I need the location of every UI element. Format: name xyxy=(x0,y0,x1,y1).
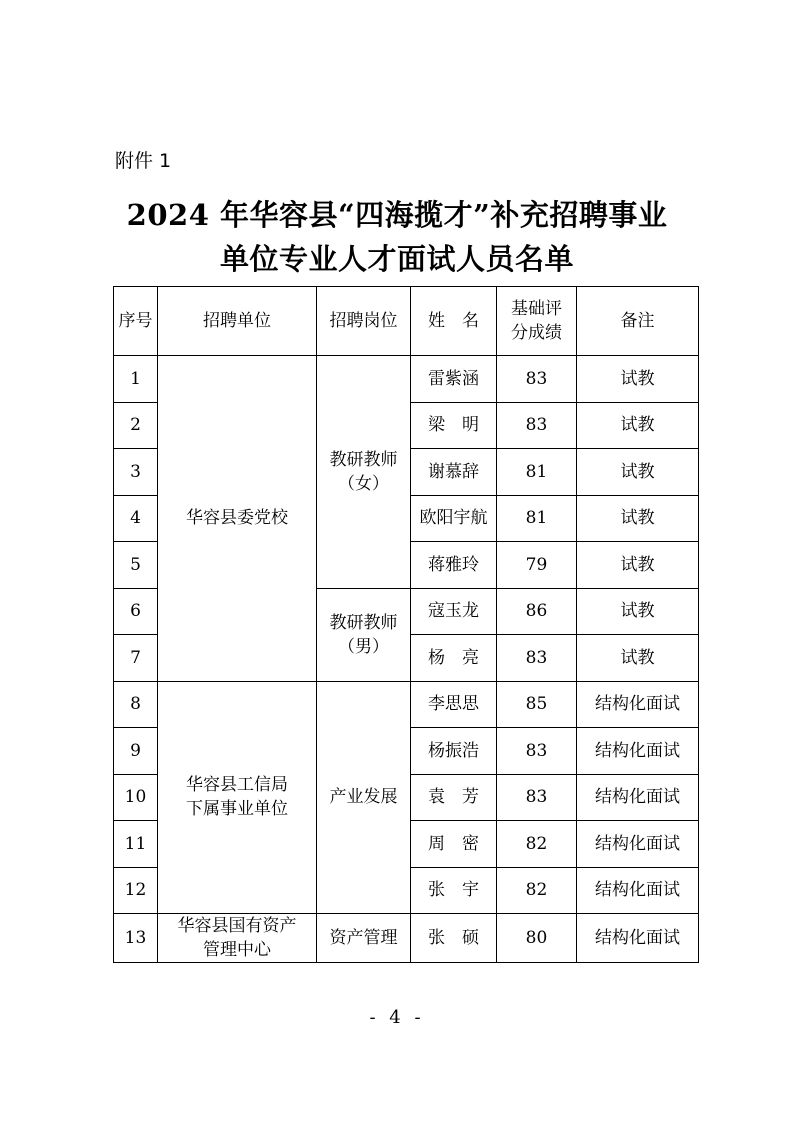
cell-no: 5 xyxy=(114,542,158,589)
document-title-line1: 2024 年华容县“四海揽才”补充招聘事业 xyxy=(126,198,668,232)
cell-remark: 试教 xyxy=(577,449,699,496)
cell-remark: 结构化面试 xyxy=(577,774,699,821)
cell-name: 周 密 xyxy=(411,821,497,868)
cell-name: 欧阳宇航 xyxy=(411,495,497,542)
cell-no: 3 xyxy=(114,449,158,496)
table-header-row xyxy=(114,287,699,356)
cell-score: 83 xyxy=(497,402,577,449)
cell-score: 79 xyxy=(497,542,577,589)
cell-position-teacher-male xyxy=(317,588,411,681)
header-remark: 备注 xyxy=(577,287,699,356)
cell-position-asset: 资产管理 xyxy=(317,914,411,963)
cell-no: 10 xyxy=(114,774,158,821)
header-position: 招聘岗位 xyxy=(317,287,411,356)
cell-no: 8 xyxy=(114,681,158,728)
position-line2: （男） xyxy=(338,636,389,657)
cell-remark: 试教 xyxy=(577,635,699,682)
cell-score: 83 xyxy=(497,635,577,682)
cell-no: 13 xyxy=(114,914,158,963)
table-row xyxy=(114,356,699,403)
header-no: 序号 xyxy=(114,287,158,356)
cell-no: 11 xyxy=(114,821,158,868)
cell-remark: 试教 xyxy=(577,356,699,403)
cell-position-teacher-female xyxy=(317,356,411,589)
cell-score: 83 xyxy=(497,774,577,821)
cell-score: 80 xyxy=(497,914,577,963)
cell-name: 袁 芳 xyxy=(411,774,497,821)
attachment-label: 附件 1 xyxy=(115,150,172,172)
cell-score: 81 xyxy=(497,495,577,542)
cell-unit-party-school: 华容县委党校 xyxy=(158,356,317,682)
header-score-line1: 基础评 xyxy=(511,299,562,319)
header-score-line2: 分成绩 xyxy=(511,323,562,343)
cell-remark: 结构化面试 xyxy=(577,867,699,914)
cell-name: 张 宇 xyxy=(411,867,497,914)
header-name: 姓 名 xyxy=(411,287,497,356)
cell-score: 82 xyxy=(497,867,577,914)
cell-no: 6 xyxy=(114,588,158,635)
cell-name: 杨振浩 xyxy=(411,728,497,775)
cell-name: 李思思 xyxy=(411,681,497,728)
cell-position-industry: 产业发展 xyxy=(317,681,411,914)
cell-name: 寇玉龙 xyxy=(411,588,497,635)
cell-name: 雷紫涵 xyxy=(411,356,497,403)
header-unit: 招聘单位 xyxy=(158,287,317,356)
position-line1: 教研教师 xyxy=(329,612,398,633)
cell-name: 张 硕 xyxy=(411,914,497,963)
cell-remark: 试教 xyxy=(577,402,699,449)
page-number: - 4 - xyxy=(369,1007,425,1028)
cell-no: 12 xyxy=(114,867,158,914)
cell-no: 1 xyxy=(114,356,158,403)
cell-score: 83 xyxy=(497,728,577,775)
cell-remark: 试教 xyxy=(577,495,699,542)
cell-unit-asset xyxy=(158,914,317,963)
cell-remark: 试教 xyxy=(577,542,699,589)
cell-name: 杨 亮 xyxy=(411,635,497,682)
cell-remark: 结构化面试 xyxy=(577,728,699,775)
cell-remark: 试教 xyxy=(577,588,699,635)
unit-line2: 下属事业单位 xyxy=(186,799,288,820)
cell-score: 83 xyxy=(497,356,577,403)
cell-remark: 结构化面试 xyxy=(577,681,699,728)
cell-score: 81 xyxy=(497,449,577,496)
unit-line1: 华容县工信局 xyxy=(186,775,288,796)
cell-unit-industry xyxy=(158,681,317,914)
cell-score: 86 xyxy=(497,588,577,635)
position-line1: 教研教师 xyxy=(329,449,398,470)
table-row xyxy=(114,914,699,963)
cell-no: 9 xyxy=(114,728,158,775)
cell-name: 蒋雅玲 xyxy=(411,542,497,589)
cell-no: 2 xyxy=(114,402,158,449)
unit-line1: 华容县国有资产 xyxy=(177,916,297,936)
unit-line2: 管理中心 xyxy=(203,940,271,960)
cell-name: 梁 明 xyxy=(411,402,497,449)
header-score xyxy=(497,287,577,356)
cell-score: 85 xyxy=(497,681,577,728)
cell-no: 4 xyxy=(114,495,158,542)
document-title-line2: 单位专业人才面试人员名单 xyxy=(219,242,574,276)
cell-score: 82 xyxy=(497,821,577,868)
position-line2: （女） xyxy=(338,473,389,494)
cell-name: 谢慕辞 xyxy=(411,449,497,496)
cell-remark: 结构化面试 xyxy=(577,914,699,963)
interview-roster-table xyxy=(113,286,699,963)
cell-no: 7 xyxy=(114,635,158,682)
table-row xyxy=(114,681,699,728)
cell-remark: 结构化面试 xyxy=(577,821,699,868)
